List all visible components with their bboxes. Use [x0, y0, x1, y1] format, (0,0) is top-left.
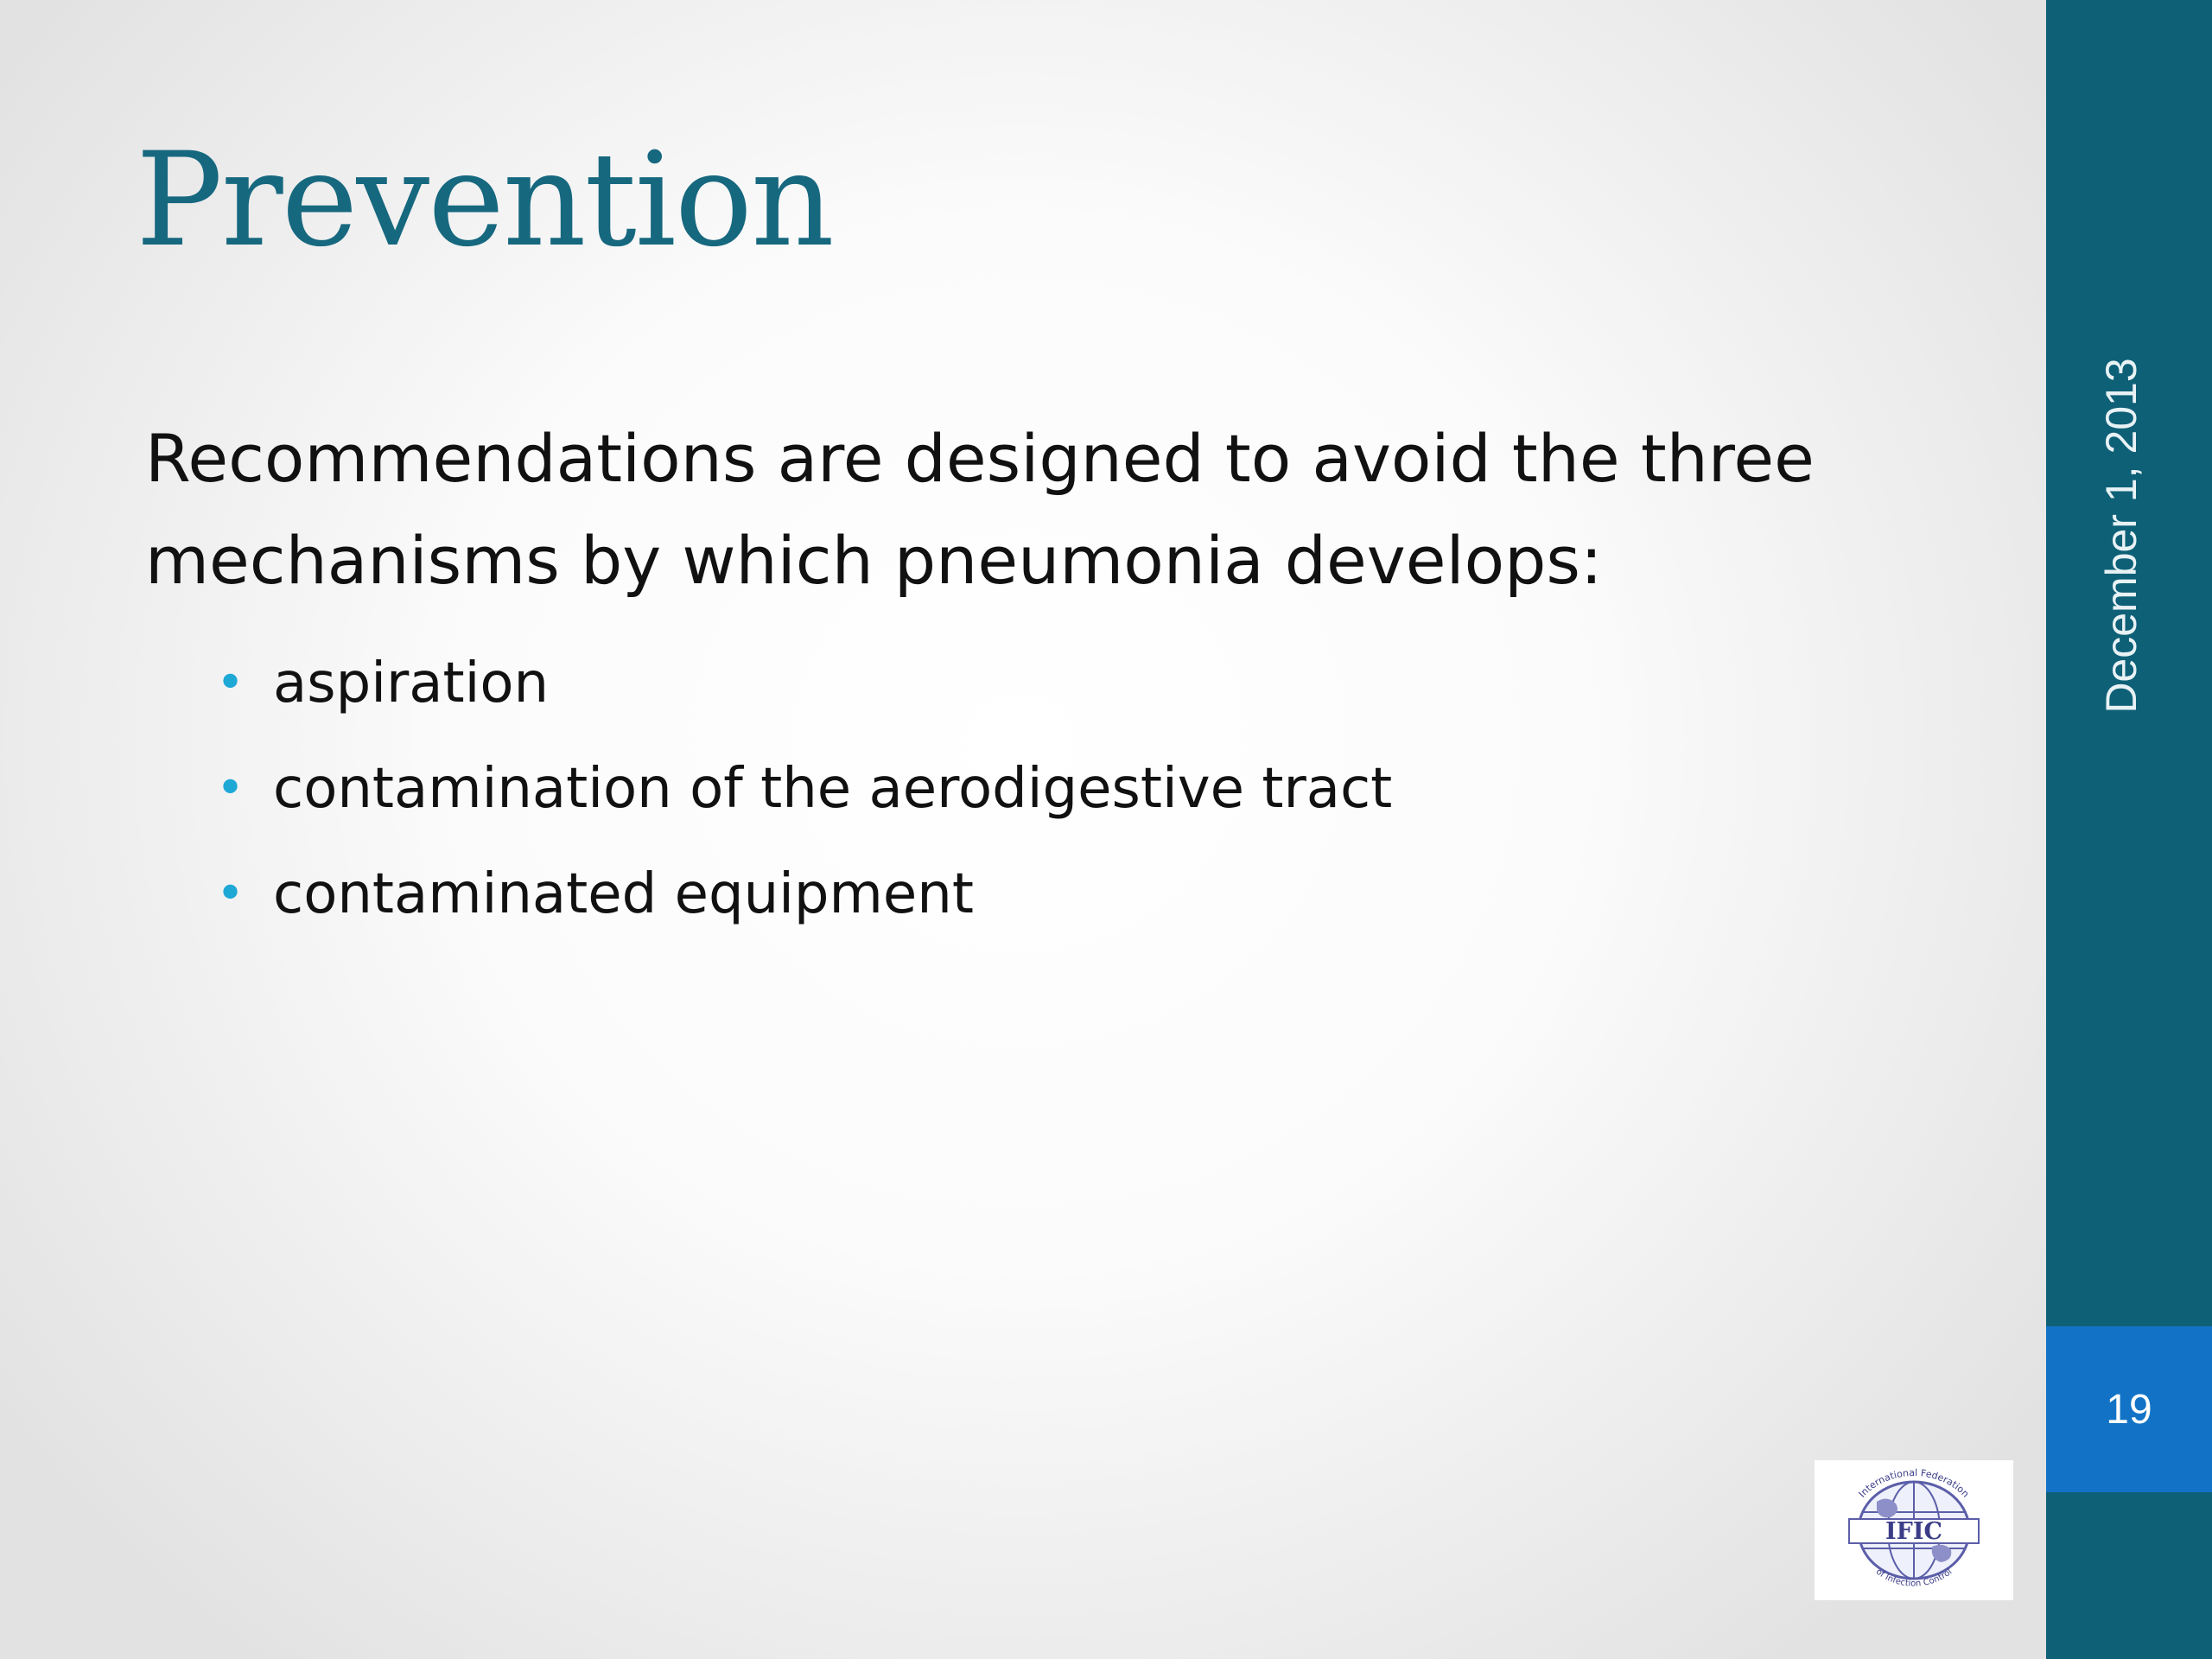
- list-item: [216, 631, 1392, 736]
- slide-date: December 1, 2013: [2097, 358, 2145, 714]
- page-number-box: [2046, 1326, 2212, 1492]
- bullet-text: aspiration: [273, 652, 550, 715]
- logo-arc-top: International Federation: [1856, 1466, 1972, 1500]
- bullet-text: contamination of the aerodigestive tract: [273, 757, 1393, 821]
- bullet-list: [216, 631, 1392, 947]
- bullet-icon: •: [216, 866, 245, 922]
- globe-logo-icon: [1815, 1460, 2013, 1600]
- bullet-text: contaminated equipment: [273, 862, 974, 926]
- list-item: [216, 842, 1392, 947]
- logo-text: IFIC: [1885, 1518, 1942, 1545]
- list-item: [216, 736, 1392, 842]
- body-paragraph: Recommendations are designed to avoid the three mechanisms by which pneumonia develops:: [145, 420, 1815, 599]
- logo-arc-bottom: of Infection Control: [1873, 1567, 1955, 1589]
- bullet-icon: •: [216, 760, 245, 817]
- slide-title: Prevention: [136, 125, 833, 276]
- bullet-icon: •: [216, 655, 245, 711]
- ific-logo: [1815, 1460, 2013, 1600]
- page-number: 19: [2106, 1386, 2152, 1433]
